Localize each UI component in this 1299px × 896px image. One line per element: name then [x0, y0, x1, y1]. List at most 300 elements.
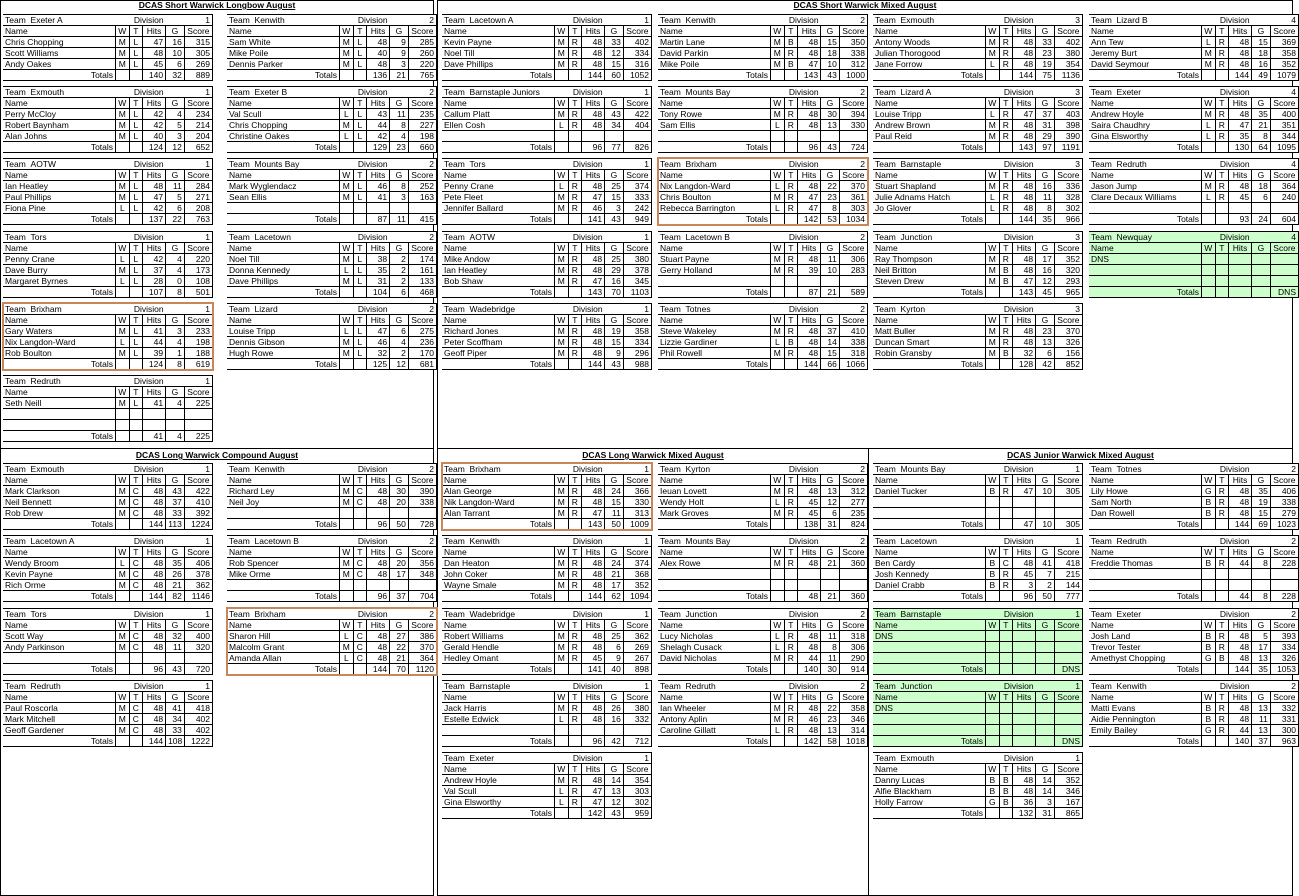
- total-hits: 130: [1229, 142, 1252, 153]
- player-golds: 13: [821, 725, 840, 736]
- player-row: [3, 326, 213, 337]
- total-hits: 44: [1229, 591, 1252, 602]
- player-t: [784, 569, 798, 580]
- player-name: Stuart Payne: [658, 254, 771, 265]
- total-golds: 43: [821, 70, 840, 81]
- player-score: 374: [623, 181, 651, 192]
- division-value: 2: [390, 232, 437, 243]
- player-name: David Seymour: [1089, 59, 1202, 70]
- player-hits: 42: [143, 109, 166, 120]
- player-hits: 41: [143, 326, 166, 337]
- totals-label: Totals: [873, 519, 986, 530]
- team-label: Team Redruth: [1089, 159, 1202, 170]
- player-w: L: [1202, 131, 1216, 142]
- division-label: Division: [116, 376, 166, 387]
- player-row: [658, 497, 868, 508]
- player-row: [227, 120, 437, 131]
- player-name: Ann Tew: [1089, 37, 1202, 48]
- col-hits: Hits: [143, 98, 166, 109]
- total-score: 949: [623, 214, 651, 225]
- col-t: T: [129, 387, 143, 398]
- col-w: W: [340, 98, 354, 109]
- division-value: 2: [821, 232, 868, 243]
- player-t: R: [568, 486, 582, 497]
- player-w: [1202, 203, 1216, 214]
- col-t: T: [353, 26, 367, 37]
- player-score: 204: [184, 131, 212, 142]
- col-hits: Hits: [1229, 620, 1252, 631]
- totals-label: Totals: [3, 591, 116, 602]
- player-score: 320: [1054, 265, 1082, 276]
- player-t: R: [1215, 642, 1229, 653]
- player-row: [873, 497, 1083, 508]
- player-t: R: [784, 703, 798, 714]
- player-row: [1089, 109, 1299, 120]
- col-w: W: [771, 547, 785, 558]
- player-golds: 43: [166, 486, 185, 497]
- col-t: T: [568, 243, 582, 254]
- player-w: M: [771, 254, 785, 265]
- player-row: [227, 569, 437, 580]
- totals-label: Totals: [873, 70, 986, 81]
- player-t: R: [1215, 508, 1229, 519]
- player-t: R: [784, 203, 798, 214]
- player-score: 312: [839, 59, 867, 70]
- player-w: M: [771, 59, 785, 70]
- player-row: [1089, 203, 1299, 214]
- totals-label: Totals: [442, 70, 555, 81]
- team-name: Kyrton: [900, 304, 926, 314]
- player-t: R: [568, 558, 582, 569]
- col-w: W: [986, 475, 1000, 486]
- col-score: Score: [1054, 547, 1082, 558]
- player-name: Alan Tarrant: [442, 508, 555, 519]
- player-score: 331: [1270, 714, 1298, 725]
- totals-label: Totals: [442, 591, 555, 602]
- col-score: Score: [184, 243, 212, 254]
- player-row: [1089, 642, 1299, 653]
- team-card: [227, 535, 437, 602]
- player-golds: 8: [390, 181, 409, 192]
- totals-label: Totals: [658, 591, 771, 602]
- player-hits: 48: [1229, 181, 1252, 192]
- division-label: Division: [1202, 15, 1252, 26]
- team-label: Team Redruth: [3, 376, 116, 387]
- player-golds: 16: [166, 37, 185, 48]
- col-t: T: [353, 98, 367, 109]
- col-name: Name: [227, 547, 340, 558]
- player-name: Martin Lane: [658, 37, 771, 48]
- total-golds: 43: [821, 142, 840, 153]
- player-hits: 48: [1229, 497, 1252, 508]
- player-hits: [143, 409, 166, 420]
- player-t: R: [999, 337, 1013, 348]
- player-score: 227: [408, 120, 436, 131]
- player-w: [986, 631, 1000, 642]
- team-label: Team Kyrton: [658, 464, 771, 475]
- player-t: R: [1215, 37, 1229, 48]
- player-name: Peter Scoffham: [442, 337, 555, 348]
- col-t: T: [784, 475, 798, 486]
- player-t: R: [568, 642, 582, 653]
- division-label: Division: [340, 87, 390, 98]
- col-name: Name: [1089, 170, 1202, 181]
- player-golds: 22: [821, 181, 840, 192]
- player-golds: 27: [390, 631, 409, 642]
- team-card: [1089, 463, 1299, 530]
- player-w: L: [1202, 192, 1216, 203]
- player-t: R: [999, 203, 1013, 214]
- team-label: Team Newquay: [1089, 232, 1202, 243]
- team-label: Team Junction: [658, 609, 771, 620]
- player-name: Wayne Smale: [442, 580, 555, 591]
- player-score: 422: [623, 109, 651, 120]
- player-score: 380: [623, 254, 651, 265]
- total-score: 589: [839, 287, 867, 298]
- col-name: Name: [1089, 26, 1202, 37]
- total-score: 1103: [623, 287, 651, 298]
- col-score: Score: [408, 26, 436, 37]
- player-t: R: [568, 653, 582, 664]
- player-hits: [582, 725, 605, 736]
- player-t: B: [999, 797, 1013, 808]
- col-name: Name: [658, 620, 771, 631]
- player-golds: 6: [1036, 348, 1055, 359]
- player-w: L: [771, 181, 785, 192]
- team-card: [442, 680, 652, 747]
- player-w: M: [116, 486, 130, 497]
- player-row: [227, 59, 437, 70]
- player-row: [227, 37, 437, 48]
- player-hits: 47: [582, 508, 605, 519]
- player-name: Paul Roscorla: [3, 703, 116, 714]
- col-w: W: [555, 764, 569, 775]
- player-row: [1089, 497, 1299, 508]
- player-name: Alan Johns: [3, 131, 116, 142]
- player-t: R: [784, 558, 798, 569]
- player-score: [1270, 276, 1298, 287]
- player-hits: 36: [1013, 797, 1036, 808]
- player-w: B: [986, 486, 1000, 497]
- player-score: 338: [839, 48, 867, 59]
- team-card: [873, 463, 1083, 530]
- player-hits: 46: [367, 181, 390, 192]
- player-hits: 48: [798, 631, 821, 642]
- player-w: G: [1202, 725, 1216, 736]
- player-name: Bob Shaw: [442, 276, 555, 287]
- player-t: R: [1215, 120, 1229, 131]
- col-hits: Hits: [143, 620, 166, 631]
- col-score: Score: [184, 26, 212, 37]
- player-row: [442, 203, 652, 214]
- total-hits: 143: [798, 70, 821, 81]
- player-score: 326: [1054, 337, 1082, 348]
- player-w: M: [116, 192, 130, 203]
- player-hits: 31: [367, 276, 390, 287]
- total-score: 652: [184, 142, 212, 153]
- player-hits: 48: [367, 497, 390, 508]
- player-hits: 45: [143, 59, 166, 70]
- player-t: R: [568, 569, 582, 580]
- col-g: G: [166, 170, 185, 181]
- col-hits: Hits: [582, 26, 605, 37]
- player-hits: 48: [1229, 631, 1252, 642]
- player-row: [442, 725, 652, 736]
- player-golds: 41: [1036, 558, 1055, 569]
- col-hits: Hits: [582, 98, 605, 109]
- player-w: L: [555, 786, 569, 797]
- total-golds: 64: [1252, 142, 1271, 153]
- player-hits: 48: [1229, 642, 1252, 653]
- team-label: Team Lacetown B: [227, 536, 340, 547]
- player-score: 338: [839, 337, 867, 348]
- player-hits: [1229, 276, 1252, 287]
- player-w: [986, 653, 1000, 664]
- player-golds: 15: [1252, 508, 1271, 519]
- team-name: Kenwith: [254, 15, 285, 25]
- player-w: L: [771, 120, 785, 131]
- total-hits: [1013, 664, 1036, 675]
- player-t: C: [129, 725, 143, 736]
- team-card: [227, 158, 437, 225]
- team-label: Team Mounts Bay: [873, 464, 986, 475]
- player-w: L: [116, 276, 130, 287]
- player-t: B: [784, 337, 798, 348]
- team-card: [1089, 680, 1299, 747]
- player-t: R: [784, 725, 798, 736]
- total-hits: 144: [1229, 664, 1252, 675]
- player-name: Andrew Hoyle: [442, 775, 555, 786]
- player-t: R: [568, 714, 582, 725]
- team-name: Redruth: [1116, 536, 1147, 546]
- team-card: [3, 680, 213, 747]
- col-w: W: [986, 620, 1000, 631]
- player-score: 214: [184, 120, 212, 131]
- col-name: Name: [442, 475, 555, 486]
- col-hits: Hits: [1013, 98, 1036, 109]
- player-t: [999, 631, 1013, 642]
- player-row: [658, 569, 868, 580]
- player-hits: 38: [367, 254, 390, 265]
- col-t: T: [353, 475, 367, 486]
- player-w: M: [555, 59, 569, 70]
- player-score: [408, 203, 436, 214]
- player-w: M: [986, 337, 1000, 348]
- player-name: Pete Fleet: [442, 192, 555, 203]
- col-g: G: [1252, 692, 1271, 703]
- division-label: Division: [986, 87, 1036, 98]
- col-t: T: [1215, 243, 1229, 254]
- player-w: M: [555, 37, 569, 48]
- team-name: Redruth: [1116, 159, 1147, 169]
- player-t: C: [129, 508, 143, 519]
- col-g: G: [1036, 692, 1055, 703]
- player-t: C: [129, 497, 143, 508]
- total-hits: 144: [1013, 70, 1036, 81]
- player-score: 302: [1054, 203, 1082, 214]
- team-card: [1089, 608, 1299, 675]
- player-hits: 48: [798, 703, 821, 714]
- division-label: Division: [986, 681, 1036, 692]
- player-name: Seth Neill: [3, 398, 116, 409]
- col-w: W: [340, 315, 354, 326]
- col-name: Name: [658, 243, 771, 254]
- division-value: 2: [390, 15, 437, 26]
- player-golds: 25: [605, 631, 624, 642]
- player-w: M: [555, 653, 569, 664]
- player-name: Danny Lucas: [873, 775, 986, 786]
- player-golds: 13: [821, 486, 840, 497]
- totals-label: Totals: [227, 359, 340, 370]
- player-hits: 46: [367, 337, 390, 348]
- player-w: [1202, 569, 1216, 580]
- player-golds: 10: [1036, 486, 1055, 497]
- col-score: Score: [408, 315, 436, 326]
- division-label: Division: [771, 15, 821, 26]
- total-hits: 96: [1013, 591, 1036, 602]
- col-g: G: [166, 547, 185, 558]
- player-t: R: [1215, 486, 1229, 497]
- player-w: M: [986, 254, 1000, 265]
- team-name: Tors: [469, 159, 486, 169]
- player-w: M: [771, 714, 785, 725]
- total-hits: 144: [1013, 214, 1036, 225]
- player-hits: [798, 580, 821, 591]
- player-hits: 42: [143, 254, 166, 265]
- division-label: Division: [116, 232, 166, 243]
- player-row: [442, 797, 652, 808]
- total-hits: 144: [1229, 70, 1252, 81]
- player-row: [3, 714, 213, 725]
- player-w: L: [771, 642, 785, 653]
- player-name: Chris Boulton: [658, 192, 771, 203]
- total-score: 898: [623, 664, 651, 675]
- player-row: [3, 265, 213, 276]
- player-hits: 45: [798, 497, 821, 508]
- col-score: Score: [184, 620, 212, 631]
- division-label: Division: [1202, 536, 1252, 547]
- player-score: [1054, 508, 1082, 519]
- player-t: [353, 580, 367, 591]
- player-score: 332: [1270, 703, 1298, 714]
- col-name: Name: [3, 620, 116, 631]
- col-name: Name: [227, 26, 340, 37]
- player-score: [839, 580, 867, 591]
- player-w: L: [340, 109, 354, 120]
- player-w: M: [340, 348, 354, 359]
- player-golds: 11: [821, 653, 840, 664]
- player-score: 390: [1054, 131, 1082, 142]
- totals-label: Totals: [442, 287, 555, 298]
- player-w: B: [1202, 508, 1216, 519]
- player-t: R: [1215, 192, 1229, 203]
- totals-label: Totals: [873, 214, 986, 225]
- division-label: Division: [555, 753, 605, 764]
- player-score: 398: [1054, 120, 1082, 131]
- player-row: [227, 254, 437, 265]
- totals-label: Totals: [1089, 664, 1202, 675]
- player-w: M: [771, 703, 785, 714]
- player-name: Dave Phillips: [227, 276, 340, 287]
- player-t: [568, 725, 582, 736]
- player-w: M: [771, 37, 785, 48]
- player-golds: 4: [166, 254, 185, 265]
- team-card: [442, 752, 652, 819]
- team-name: Mounts Bay: [685, 536, 731, 546]
- totals-label: Totals: [873, 808, 986, 819]
- total-golds: 82: [166, 591, 185, 602]
- team-card: [442, 463, 652, 530]
- total-golds: 21: [821, 591, 840, 602]
- totals-label: Totals: [3, 736, 116, 747]
- player-golds: 3: [166, 326, 185, 337]
- player-name: Perry McCloy: [3, 109, 116, 120]
- player-golds: 21: [1252, 120, 1271, 131]
- player-score: 354: [1054, 59, 1082, 70]
- player-score: 400: [1270, 109, 1298, 120]
- col-score: Score: [184, 170, 212, 181]
- player-t: [999, 497, 1013, 508]
- player-w: M: [771, 192, 785, 203]
- col-name: Name: [873, 764, 986, 775]
- section-title: DCAS Junior Warwick Mixed August: [1007, 450, 1154, 460]
- col-w: W: [986, 170, 1000, 181]
- total-score: 681: [408, 359, 436, 370]
- col-name: Name: [1089, 243, 1202, 254]
- player-hits: 47: [582, 192, 605, 203]
- division-value: 1: [1036, 609, 1083, 620]
- col-score: Score: [1270, 692, 1298, 703]
- player-name: Penny Crane: [3, 254, 116, 265]
- col-w: W: [986, 692, 1000, 703]
- player-name: Lucy Nicholas: [658, 631, 771, 642]
- player-hits: 44: [1229, 558, 1252, 569]
- player-score: 293: [1054, 276, 1082, 287]
- total-golds: 43: [166, 664, 185, 675]
- player-golds: 21: [821, 558, 840, 569]
- total-score: 826: [623, 142, 651, 153]
- col-t: T: [784, 692, 798, 703]
- col-t: T: [999, 243, 1013, 254]
- player-row: [3, 486, 213, 497]
- player-t: R: [568, 797, 582, 808]
- player-t: [568, 131, 582, 142]
- player-name: Holly Farrow: [873, 797, 986, 808]
- player-t: B: [999, 348, 1013, 359]
- division-value: 1: [166, 159, 213, 170]
- player-score: [1270, 254, 1298, 265]
- col-hits: Hits: [367, 475, 390, 486]
- total-golds: 12: [390, 359, 409, 370]
- col-t: T: [568, 26, 582, 37]
- total-hits: 143: [1013, 142, 1036, 153]
- player-hits: 48: [798, 558, 821, 569]
- player-name: Louise Tripp: [227, 326, 340, 337]
- division-value: 1: [605, 536, 652, 547]
- player-w: M: [116, 120, 130, 131]
- player-t: L: [129, 276, 143, 287]
- team-label: Team Redruth: [1089, 536, 1202, 547]
- player-score: 392: [184, 508, 212, 519]
- player-golds: 20: [390, 558, 409, 569]
- col-t: T: [353, 620, 367, 631]
- col-name: Name: [873, 98, 986, 109]
- total-hits: 144: [582, 591, 605, 602]
- player-t: R: [568, 786, 582, 797]
- totals-label: Totals: [658, 359, 771, 370]
- total-score: 914: [839, 664, 867, 675]
- player-golds: 5: [166, 120, 185, 131]
